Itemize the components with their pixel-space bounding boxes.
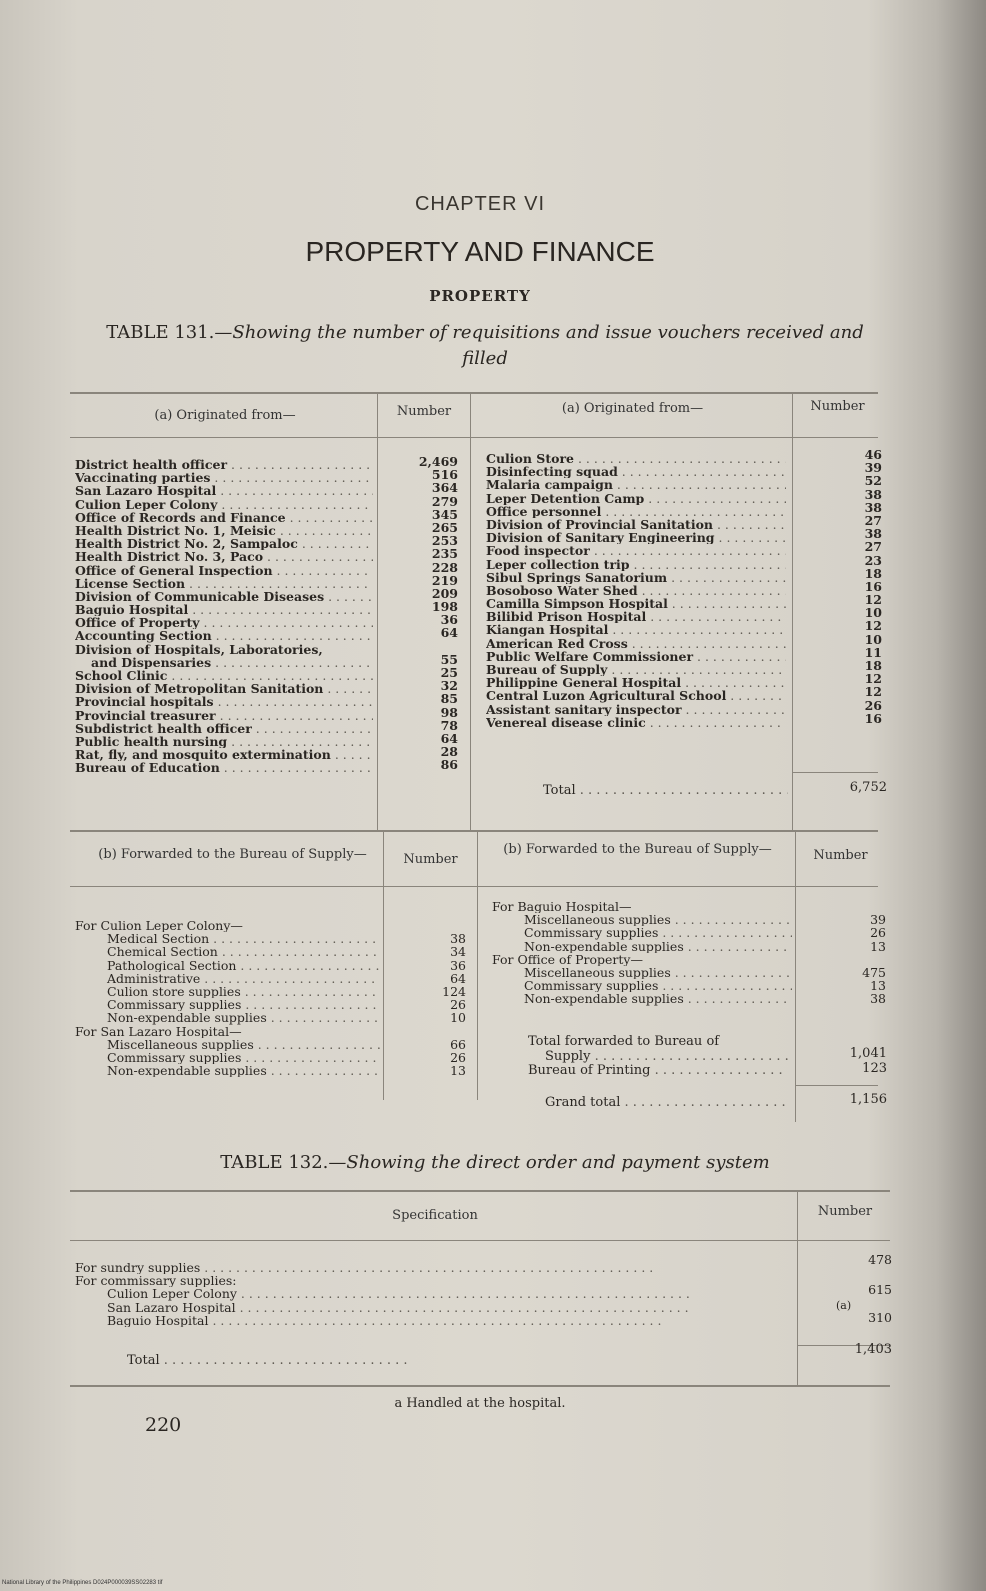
- row-value: [836, 953, 886, 966]
- row-value: 364: [431, 480, 458, 496]
- row-label: Philippine General Hospital . . .: [486, 676, 786, 689]
- row-label: Culion Store . . .: [486, 452, 786, 465]
- table-row: [75, 603, 373, 616]
- header-number-1: Number: [396, 404, 452, 419]
- table-row: [75, 1301, 795, 1314]
- row-label: Assistant sanitary inspector . . .: [486, 703, 786, 716]
- row-label: School Clinic . . .: [75, 669, 373, 682]
- row-value: 38: [864, 486, 882, 502]
- table-132-header-rule: [70, 1240, 890, 1241]
- row-value: [420, 1025, 466, 1038]
- row-label: Division of Metropolitan Sanitation . . .: [75, 682, 373, 695]
- table-row: [486, 663, 786, 676]
- row-value: 52: [864, 473, 882, 489]
- table-row: [486, 623, 786, 636]
- table-row: [486, 518, 786, 531]
- row-label: Leper Detention Camp . . .: [486, 492, 786, 505]
- row-label: Office of Property . . .: [75, 616, 373, 629]
- row-value: 265: [431, 519, 458, 535]
- row-value: 26: [864, 697, 882, 713]
- table-row: [75, 959, 380, 972]
- table-132-label: TABLE 132.: [220, 1152, 329, 1173]
- table-row: [75, 1025, 380, 1038]
- forwarded-list-left: [75, 919, 380, 1077]
- row-value: 85: [440, 691, 458, 707]
- row-label: Culion Leper Colony . . .: [107, 1287, 690, 1300]
- table-131-caption-text: —Showing the number of requisitions and issue vouchers received and filled: [214, 322, 864, 369]
- table-row: [75, 932, 380, 945]
- row-label: Office personnel . . .: [486, 505, 786, 518]
- row-label: American Red Cross . . .: [486, 637, 786, 650]
- originated-values-left: [400, 455, 458, 772]
- row-label: For Baguio Hospital—: [492, 900, 632, 914]
- table-row: [75, 1261, 795, 1274]
- row-value: 38: [870, 991, 886, 1007]
- total-row-label: Total . . .: [543, 783, 788, 798]
- row-label: Non-expendable supplies . . .: [524, 992, 792, 1005]
- table-131-mid-rule: [70, 830, 878, 832]
- table-row: [75, 511, 373, 524]
- table-row: [486, 716, 786, 729]
- row-value: 78: [440, 717, 458, 733]
- table-row: [75, 550, 373, 563]
- row-value: 38: [864, 499, 882, 515]
- table-row: [486, 492, 786, 505]
- table-row: [75, 1051, 380, 1064]
- row-value: 28: [440, 744, 458, 760]
- row-label: Public health nursing . . .: [75, 735, 373, 748]
- footnote-marker: (a): [836, 1299, 852, 1312]
- baguio-commissary-value: 310: [868, 1310, 892, 1325]
- table-row: [75, 1064, 380, 1077]
- table-row: [486, 544, 786, 557]
- table-row: [492, 926, 792, 939]
- row-value: 38: [864, 526, 882, 542]
- row-value: 516: [431, 467, 458, 483]
- row-label: Commissary supplies . . .: [524, 926, 792, 939]
- table-row: [75, 748, 373, 761]
- table-131-col-divider-3: [792, 392, 793, 830]
- table-row: [492, 953, 792, 966]
- grand-total-rule: [795, 1085, 878, 1086]
- table-131-header-rule: [70, 437, 878, 438]
- footnote: a Handled at the hospital.: [394, 1396, 566, 1411]
- total-rule: [792, 772, 878, 773]
- row-label: Non-expendable supplies . . .: [107, 1064, 380, 1077]
- row-label: Provincial hospitals . . .: [75, 695, 373, 708]
- table-row: [486, 689, 786, 702]
- row-value: 39: [864, 460, 882, 476]
- row-label: San Lazaro Hospital . . .: [107, 1301, 689, 1314]
- table-row: [75, 945, 380, 958]
- row-label: San Lazaro Hospital . . .: [75, 484, 373, 497]
- chapter-heading: CHAPTER VI: [414, 193, 546, 215]
- total-forwarded-value: 1,041: [849, 1046, 887, 1061]
- table-row: [75, 669, 373, 682]
- row-value: 345: [431, 506, 458, 522]
- table-row: [492, 913, 792, 926]
- table-row: [486, 452, 786, 465]
- row-value: 55: [440, 651, 458, 667]
- table-row: [492, 966, 792, 979]
- row-value: 10: [864, 631, 882, 647]
- row-label: For Culion Leper Colony—: [75, 919, 243, 933]
- row-label: Miscellaneous supplies . . .: [524, 966, 792, 979]
- row-value: 228: [431, 559, 458, 575]
- table-row: [492, 900, 792, 913]
- row-label: Provincial treasurer . . .: [75, 709, 373, 722]
- table-132-caption: [150, 1150, 840, 1176]
- table-row: [75, 695, 373, 708]
- row-label: Administrative . . .: [107, 972, 380, 985]
- table-row: [75, 1274, 795, 1287]
- row-value: 16: [864, 710, 882, 726]
- row-label: Accounting Section . . .: [75, 629, 373, 642]
- table-row: [492, 992, 792, 1005]
- table-row: [75, 498, 373, 511]
- row-label: Bureau of Education . . .: [75, 761, 373, 774]
- table-row: [486, 597, 786, 610]
- table-row: [75, 735, 373, 748]
- row-value: 32: [440, 678, 458, 694]
- page-number: 220: [145, 1414, 182, 1436]
- table-row: [75, 709, 373, 722]
- row-value: 27: [864, 539, 882, 555]
- total-forwarded-label-1: Total forwarded to Bureau of: [528, 1034, 720, 1049]
- row-value: 12: [864, 684, 882, 700]
- table-131-b-divider-3: [795, 832, 796, 1122]
- culion-commissary-value: 615: [868, 1282, 892, 1297]
- table-131-caption: [90, 320, 880, 372]
- row-value: 38: [450, 931, 466, 947]
- row-value: 23: [864, 552, 882, 568]
- table-row: [486, 637, 786, 650]
- table-row: [75, 629, 373, 642]
- table-row: [486, 465, 786, 478]
- table-row: [75, 998, 380, 1011]
- row-label: Baguio Hospital . . .: [107, 1314, 661, 1327]
- table-row: [486, 676, 786, 689]
- row-value: 16: [864, 578, 882, 594]
- bureau-of-printing-label: Bureau of Printing . . .: [528, 1063, 788, 1078]
- row-label: For commissary supplies:: [75, 1274, 237, 1288]
- row-label: Health District No. 1, Meisic . . .: [75, 524, 373, 537]
- row-label: Leper collection trip . . .: [486, 558, 786, 571]
- row-value: 26: [450, 997, 466, 1013]
- grand-total-label: Grand total . . .: [545, 1095, 788, 1110]
- row-value: 46: [864, 447, 882, 462]
- table-row: [486, 531, 786, 544]
- table-row: [492, 979, 792, 992]
- originated-values-right: [830, 448, 882, 725]
- row-value: 64: [440, 730, 458, 746]
- row-value: 26: [870, 925, 886, 941]
- row-label: Commissary supplies . . .: [524, 979, 792, 992]
- page-title: PROPERTY AND FINANCE: [305, 236, 655, 267]
- row-label: Kiangan Hospital . . .: [486, 623, 786, 636]
- row-value: 18: [864, 565, 882, 581]
- row-value: 86: [440, 757, 458, 773]
- table-row: [486, 650, 786, 663]
- table-132-total-label: Total . . .: [127, 1353, 792, 1368]
- row-value: 12: [864, 671, 882, 687]
- scan-credit: National Library of the Philippines D024P000039SS02283 tif: [2, 1580, 163, 1586]
- table-row: [75, 722, 373, 735]
- row-value: 198: [431, 599, 458, 615]
- table-132-col-divider: [797, 1190, 798, 1385]
- row-value: 475: [862, 964, 886, 980]
- row-label: Division of Sanitary Engineering . . .: [486, 531, 786, 544]
- row-value: 13: [450, 1063, 466, 1079]
- table-row: [75, 590, 373, 603]
- header-specification: Specification: [392, 1208, 478, 1223]
- row-label: and Dispensaries . . .: [91, 656, 373, 669]
- row-label: Vaccinating parties . . .: [75, 471, 373, 484]
- row-value: 64: [440, 625, 458, 641]
- row-label: Culion Leper Colony . . .: [75, 498, 373, 511]
- row-label: Bureau of Supply . . .: [486, 663, 786, 676]
- row-value: 124: [442, 983, 466, 999]
- originated-list-left: [75, 458, 373, 775]
- table-row: [75, 616, 373, 629]
- sundry-value: 478: [868, 1252, 892, 1267]
- row-value: 98: [440, 704, 458, 720]
- table-row: [75, 761, 373, 774]
- row-value: 36: [440, 612, 458, 628]
- originated-list-right: [486, 452, 786, 729]
- table-row: [75, 564, 373, 577]
- table-row: [486, 571, 786, 584]
- row-value: 26: [450, 1049, 466, 1065]
- row-value: 279: [431, 493, 458, 509]
- table-row: [486, 703, 786, 716]
- section-heading: PROPERTY: [429, 287, 531, 305]
- row-label: Division of Hospitals, Laboratories,: [75, 642, 323, 656]
- table-row: [492, 940, 792, 953]
- row-value: 13: [870, 938, 886, 954]
- table-row: [486, 610, 786, 623]
- forwarded-values-left: [420, 919, 466, 1077]
- row-label: Health District No. 2, Sampaloc . . .: [75, 537, 373, 550]
- row-label: Non-expendable supplies . . .: [524, 940, 792, 953]
- table-row: [75, 1314, 795, 1327]
- row-label: Miscellaneous supplies . . .: [524, 913, 792, 926]
- row-value: 18: [864, 658, 882, 673]
- table-row: [486, 584, 786, 597]
- row-label: Central Luzon Agricultural School . . .: [486, 689, 786, 702]
- table-132-bottom-rule: [70, 1385, 890, 1387]
- row-label: Disinfecting squad . . .: [486, 465, 786, 478]
- row-label: Division of Provincial Sanitation . . .: [486, 518, 786, 531]
- row-value: 10: [864, 605, 882, 621]
- table-row: [75, 458, 373, 471]
- header-number-4: Number: [813, 848, 868, 863]
- table-131-label: TABLE 131.: [106, 322, 215, 343]
- table-row: [486, 478, 786, 491]
- bureau-of-printing-value: 123: [862, 1061, 887, 1076]
- specification-list: [75, 1261, 795, 1327]
- header-a-right: (a) Originated from—: [561, 401, 704, 416]
- row-value: [400, 640, 458, 653]
- table-132-total-value: 1,403: [854, 1342, 892, 1357]
- row-label: License Section . . .: [75, 577, 373, 590]
- table-row: [75, 537, 373, 550]
- table-row: [75, 1011, 380, 1024]
- row-label: Office of Records and Finance . . .: [75, 511, 373, 524]
- header-number-3: Number: [403, 852, 458, 867]
- row-label: Camilla Simpson Hospital . . .: [486, 597, 786, 610]
- row-value: 13: [870, 978, 886, 994]
- header-b-left: (b) Forwarded to the Bureau of Supply—: [98, 847, 367, 862]
- table-row: [486, 505, 786, 518]
- row-label: Bilibid Prison Hospital . . .: [486, 610, 786, 623]
- row-value: 10: [450, 1010, 466, 1026]
- row-value: 27: [864, 512, 882, 528]
- header-a-left: (a) Originated from—: [154, 408, 296, 423]
- row-label: Public Welfare Commissioner . . .: [486, 650, 786, 663]
- grand-total-value: 1,156: [849, 1092, 887, 1107]
- row-value: 219: [431, 572, 458, 588]
- row-label: Culion store supplies . . .: [107, 985, 380, 998]
- table-132-top-rule: [70, 1190, 890, 1192]
- row-label: For Office of Property—: [492, 952, 643, 966]
- row-value: 64: [450, 970, 466, 986]
- row-value: 235: [431, 546, 458, 562]
- table-row: [75, 643, 373, 656]
- table-131-col-divider-2: [470, 392, 471, 830]
- table-131-b-header-rule: [70, 886, 878, 887]
- row-label: Food inspector . . .: [486, 544, 786, 557]
- row-label: Miscellaneous supplies . . .: [107, 1038, 380, 1051]
- table-131-col-divider-1: [377, 392, 378, 830]
- table-131-b-divider-2: [477, 832, 478, 1100]
- table-row: [75, 985, 380, 998]
- row-label: For sundry supplies . . .: [75, 1261, 653, 1274]
- header-number-5: Number: [817, 1204, 873, 1219]
- forwarded-list-right: [492, 900, 792, 1006]
- table-132-caption-text: —Showing the direct order and payment system: [328, 1152, 770, 1173]
- row-value: 12: [864, 618, 882, 634]
- header-number-2: Number: [810, 399, 865, 414]
- row-label: Subdistrict health officer . . .: [75, 722, 373, 735]
- table-row: [75, 972, 380, 985]
- row-value: 25: [440, 665, 458, 680]
- row-label: District health officer . . .: [75, 458, 373, 471]
- row-value: 66: [450, 1036, 466, 1052]
- table-row: [75, 484, 373, 497]
- row-label: Bosoboso Water Shed . . .: [486, 584, 786, 597]
- row-value: 11: [864, 644, 882, 660]
- table-row: [75, 524, 373, 537]
- row-value: 209: [431, 585, 458, 601]
- total-forwarded-label-2: Supply . . .: [545, 1049, 788, 1064]
- table-row: [75, 1287, 795, 1300]
- row-label: Division of Communicable Diseases . . .: [75, 590, 373, 603]
- table-row: [75, 682, 373, 695]
- header-b-right: (b) Forwarded to the Bureau of Supply—: [503, 842, 772, 857]
- table-131-top-rule: [70, 392, 878, 394]
- row-label: Non-expendable supplies . . .: [107, 1011, 380, 1024]
- row-label: For San Lazaro Hospital—: [75, 1024, 242, 1038]
- table-row: [75, 577, 373, 590]
- row-label: Medical Section . . .: [107, 932, 380, 945]
- row-value: 12: [864, 592, 882, 608]
- table-131-b-divider-1: [383, 832, 384, 1100]
- total-row-value: 6,752: [849, 780, 887, 795]
- table-row: [75, 919, 380, 932]
- row-label: Commissary supplies . . .: [107, 1051, 380, 1064]
- table-row: [75, 1038, 380, 1051]
- row-value: 36: [450, 957, 466, 973]
- table-row: [486, 558, 786, 571]
- row-label: Sibul Springs Sanatorium . . .: [486, 571, 786, 584]
- forwarded-values-right: [836, 900, 886, 1006]
- row-value: 253: [431, 533, 458, 549]
- row-label: Venereal disease clinic . . .: [486, 716, 786, 729]
- row-label: Health District No. 3, Paco . . .: [75, 550, 373, 563]
- table-row: [75, 471, 373, 484]
- row-value: 39: [870, 912, 886, 928]
- row-label: Malaria campaign . . .: [486, 478, 786, 491]
- row-value: 2,469: [418, 454, 458, 469]
- table-row: [75, 656, 373, 669]
- row-label: Commissary supplies . . .: [107, 998, 380, 1011]
- row-label: Pathological Section . . .: [107, 959, 380, 972]
- row-label: Chemical Section . . .: [107, 945, 380, 958]
- row-label: Baguio Hospital . . .: [75, 603, 373, 616]
- row-label: Office of General Inspection . . .: [75, 564, 373, 577]
- row-value: 34: [450, 944, 466, 960]
- row-label: Rat, fly, and mosquito extermination . . .: [75, 748, 373, 761]
